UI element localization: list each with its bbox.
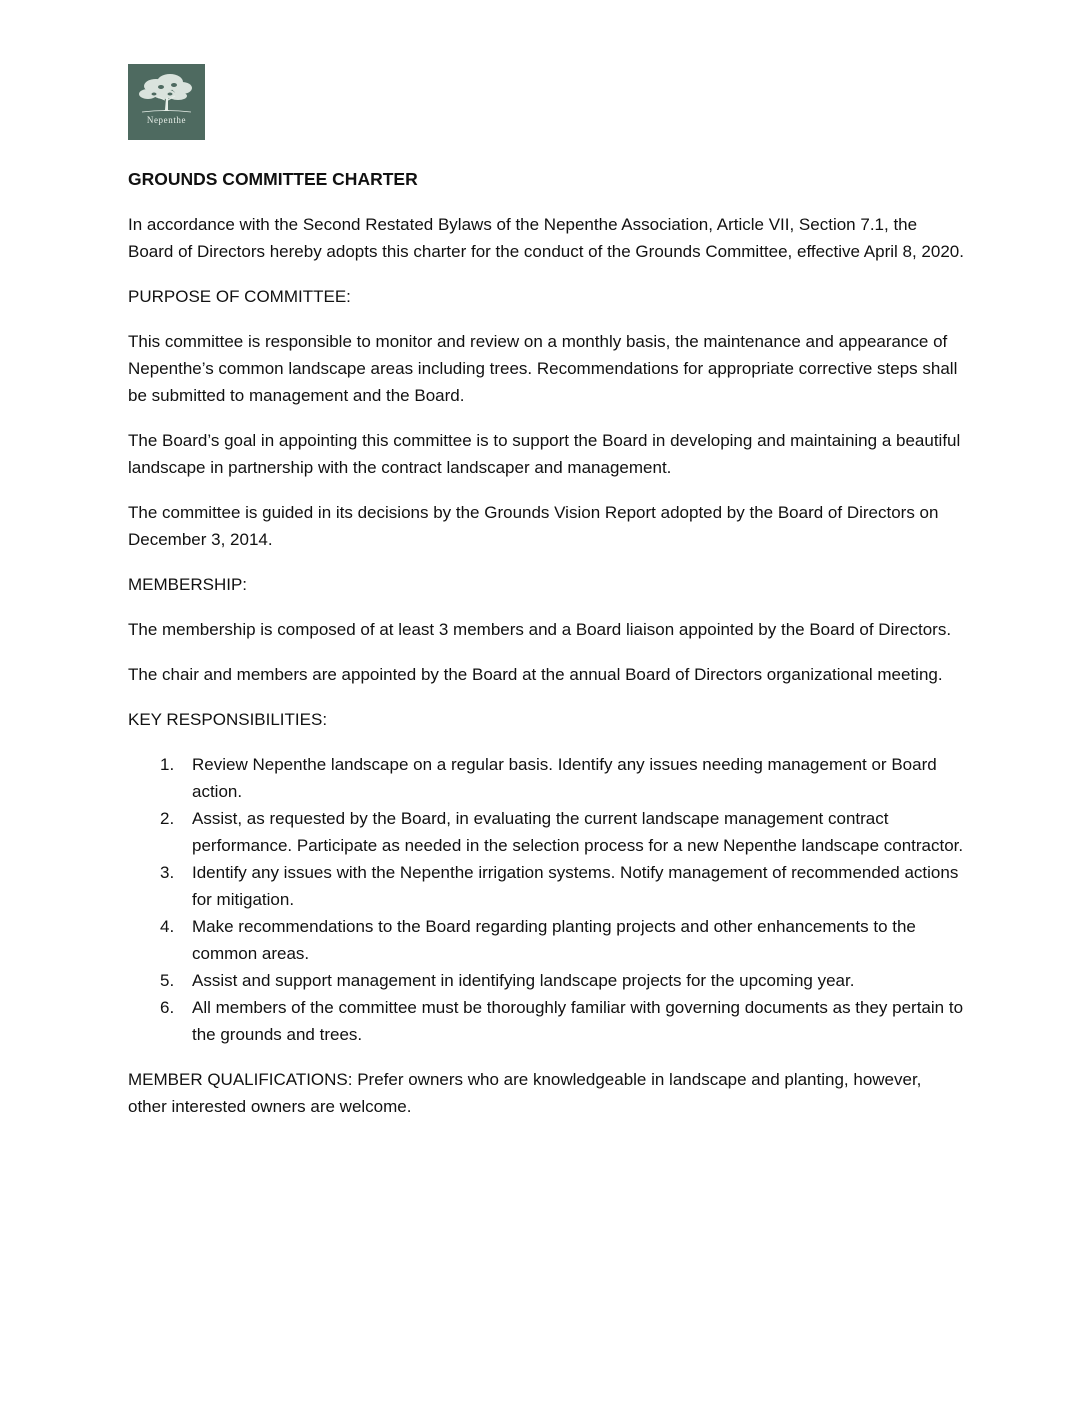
document-body xyxy=(128,166,964,1138)
list-item-text: Make recommendations to the Board regarding planting projects and other enhancements to the common areas. xyxy=(192,917,916,963)
qualifications-paragraph: MEMBER QUALIFICATIONS: Prefer owners who are knowledgeable in landscape and planting, however, other interested owners are welcome. xyxy=(128,1070,922,1116)
list-item xyxy=(128,994,964,1048)
list-item xyxy=(128,913,964,967)
document-title: GROUNDS COMMITTEE CHARTER xyxy=(128,169,418,189)
logo-wordmark: Nepenthe xyxy=(146,115,187,125)
list-item-text: All members of the committee must be thoroughly familiar with governing documents as they pertain to the grounds and trees. xyxy=(192,998,964,1044)
list-item-text: Identify any issues with the Nepenthe irrigation systems. Notify management of recommended actions for mitigation. xyxy=(192,863,959,909)
list-item-text: Assist and support management in identifying landscape projects for the upcoming year. xyxy=(192,971,855,990)
list-item xyxy=(128,805,964,859)
responsibilities-heading: KEY RESPONSIBILITIES: xyxy=(128,710,328,729)
purpose-paragraph: The committee is guided in its decisions by the Grounds Vision Report adopted by the Board of Directors on December 3, 2014. xyxy=(128,503,939,549)
list-item-text: Review Nepenthe landscape on a regular basis. Identify any issues needing management or Board action. xyxy=(192,755,937,801)
purpose-paragraph: The Board’s goal in appointing this committee is to support the Board in developing and maintaining a beautiful landscape in partnership with the contract landscaper and management. xyxy=(128,431,961,477)
list-item xyxy=(128,751,964,805)
membership-heading: MEMBERSHIP: xyxy=(128,575,248,594)
purpose-paragraph: This committee is responsible to monitor and review on a monthly basis, the maintenance and appearance of Nepenthe’s common landscape areas including trees. Recommendations for appropriate corrective steps shall be submitted to management and the Board. xyxy=(128,332,958,405)
nepenthe-logo xyxy=(128,64,205,140)
membership-paragraph: The membership is composed of at least 3 members and a Board liaison appointed by the Board of Directors. xyxy=(128,620,952,639)
purpose-heading: PURPOSE OF COMMITTEE: xyxy=(128,287,351,306)
list-item-text: Assist, as requested by the Board, in evaluating the current landscape management contract performance. Participate as needed in the selection process for a new Nepenthe landscape contractor. xyxy=(192,809,964,855)
list-item-number: 2. xyxy=(160,809,175,828)
list-item-number: 5. xyxy=(160,971,175,990)
list-item-number: 4. xyxy=(160,917,175,936)
list-item-number: 1. xyxy=(160,755,175,774)
intro-paragraph: In accordance with the Second Restated Bylaws of the Nepenthe Association, Article VII, Section 7.1, the Board of Directors hereby adopts this charter for the conduct of the Grounds Committee, effective April 8, 2020. xyxy=(128,215,964,261)
membership-paragraph: The chair and members are appointed by the Board at the annual Board of Directors organizational meeting. xyxy=(128,665,943,684)
list-item xyxy=(128,967,964,994)
list-item xyxy=(128,859,964,913)
responsibilities-list xyxy=(128,751,964,1048)
list-item-number: 6. xyxy=(160,998,175,1017)
list-item-number: 3. xyxy=(160,863,175,882)
tree-icon xyxy=(128,64,205,140)
